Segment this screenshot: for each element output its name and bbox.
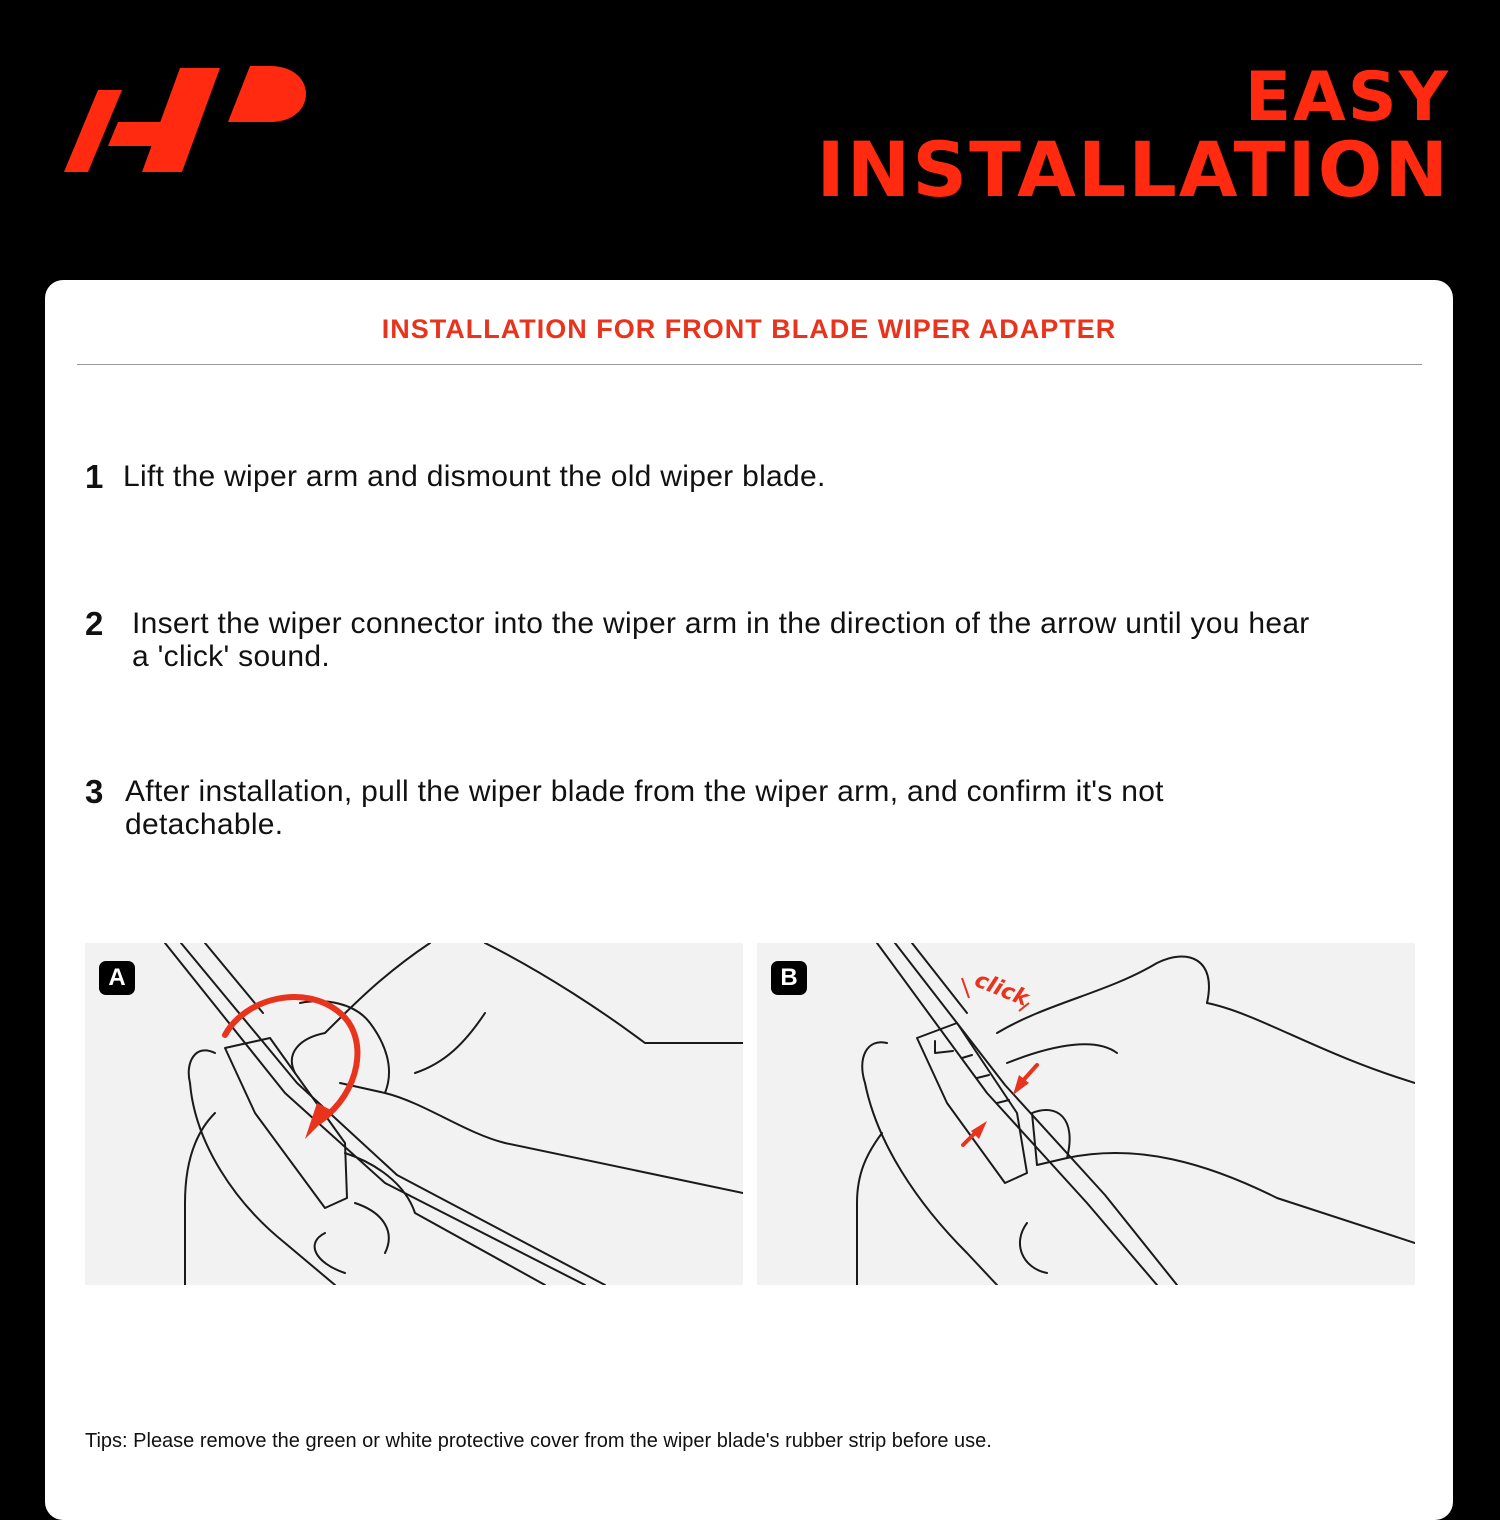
figure-b — [757, 943, 1415, 1285]
step-number: 2 — [85, 605, 104, 642]
section-title: INSTALLATION FOR FRONT BLADE WIPER ADAPTER — [381, 314, 1117, 344]
step-text: Insert the wiper connector into the wiper arm in the direction of the arrow until you hear a 'click' sound. — [132, 607, 1310, 673]
step-2 — [85, 607, 1312, 673]
step-number: 1 — [85, 458, 104, 495]
hero-title — [816, 58, 1450, 214]
instruction-panel — [45, 280, 1453, 1520]
brand-logo — [60, 60, 310, 180]
rotate-arrow-icon — [85, 943, 743, 1285]
hero-title-line1: EASY — [1244, 58, 1450, 137]
click-annotation: click — [971, 967, 1033, 1012]
figure-label: A — [99, 961, 135, 995]
figure-label: B — [771, 961, 807, 995]
step-number: 3 — [85, 773, 104, 810]
press-arrows-icon — [757, 943, 1415, 1285]
hero-title-line2: INSTALLATION — [816, 125, 1450, 214]
divider — [77, 364, 1422, 365]
step-3 — [85, 775, 1275, 841]
step-text: Lift the wiper arm and dismount the old wiper blade. — [123, 460, 826, 493]
step-1 — [85, 460, 1343, 493]
figure-a — [85, 943, 743, 1285]
tips-text: Tips: Please remove the green or white protective cover from the wiper blade's rubber strip before use. — [85, 1430, 992, 1452]
step-text: After installation, pull the wiper blade from the wiper arm, and confirm it's not detachable. — [125, 775, 1164, 841]
